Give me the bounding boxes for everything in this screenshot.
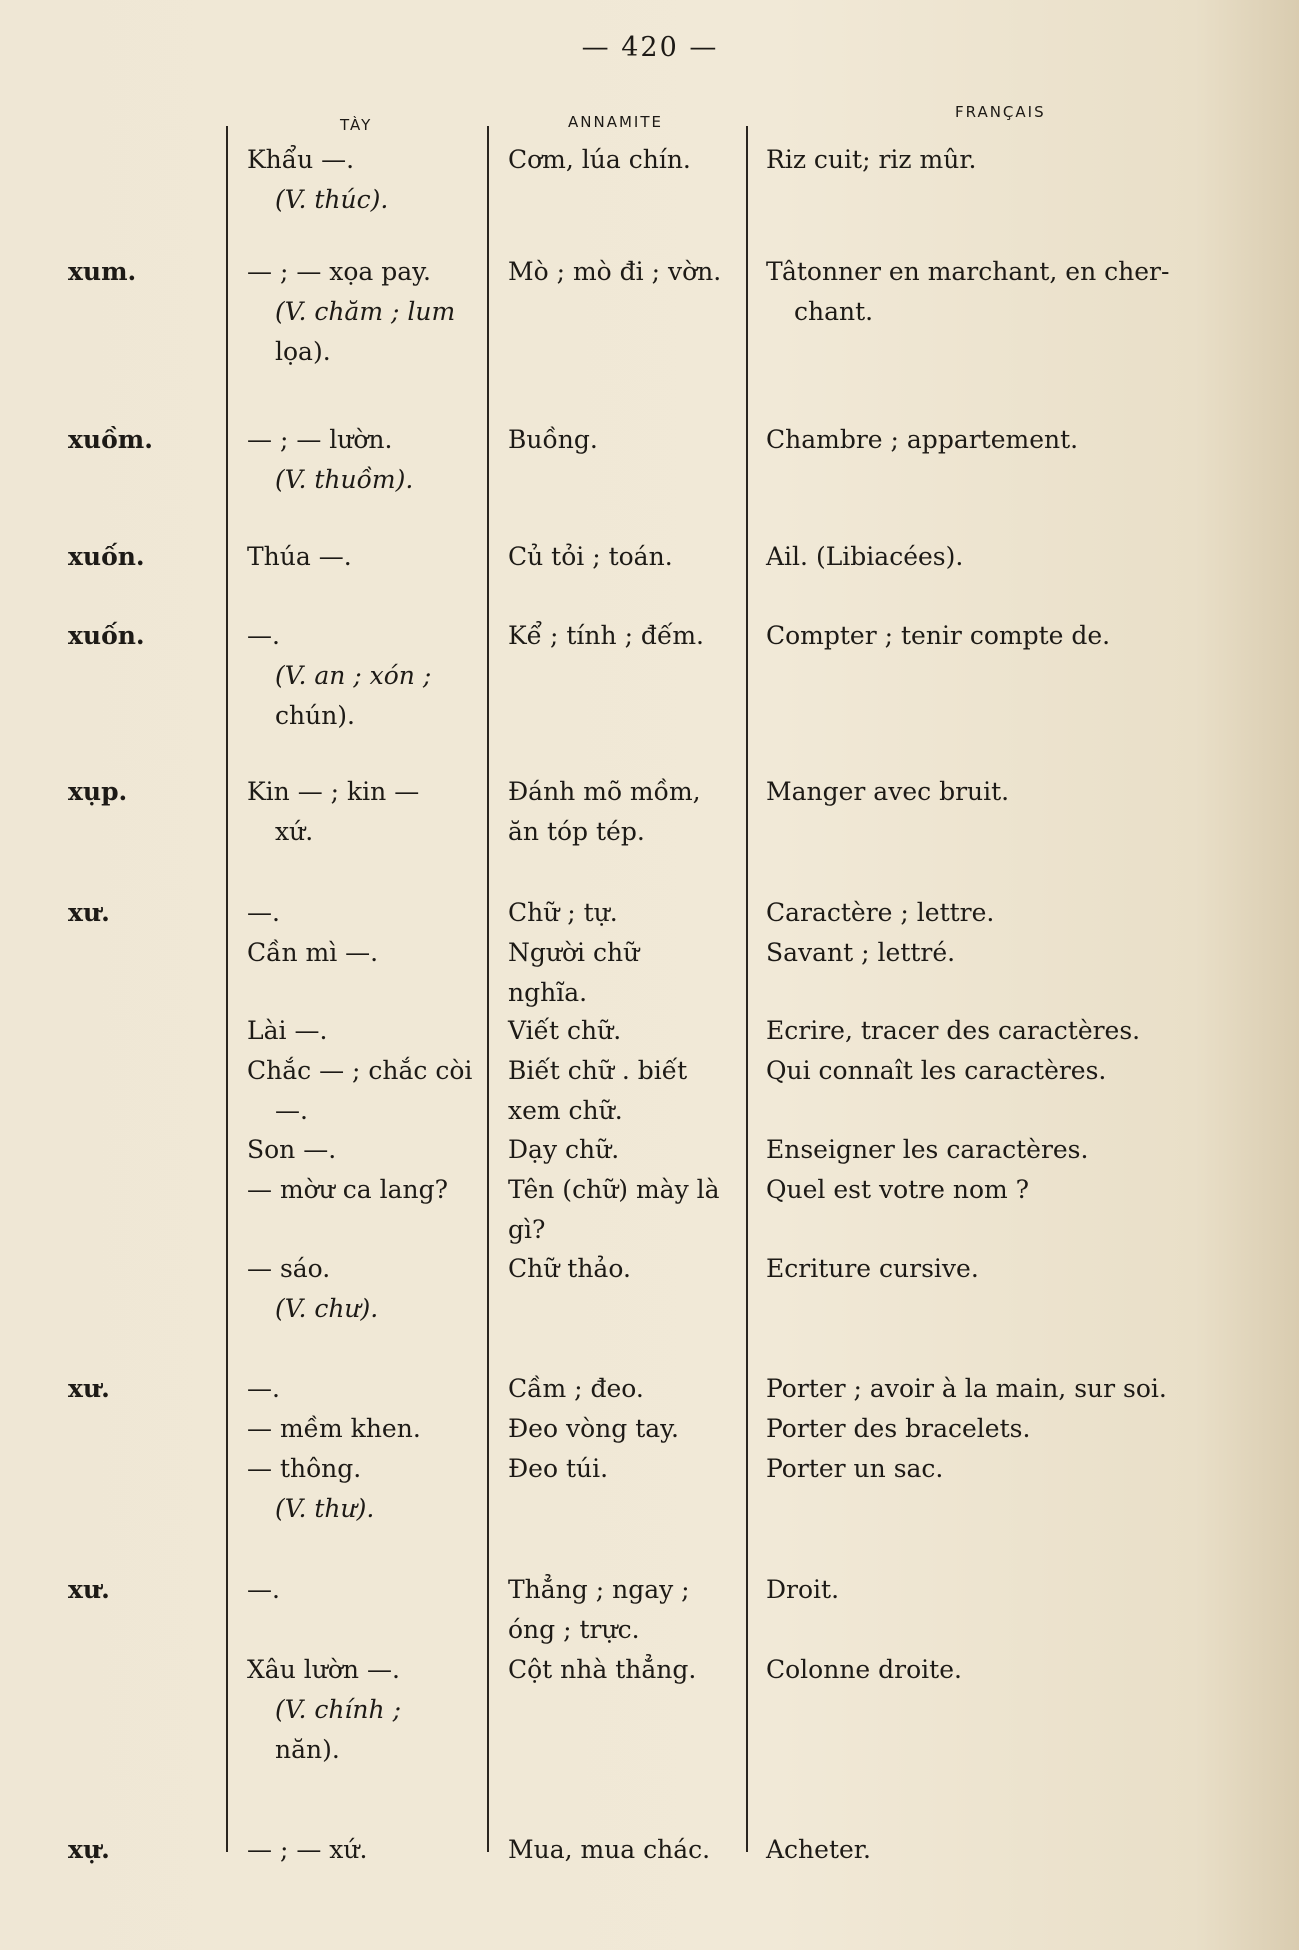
tay-line: năn).: [275, 1735, 340, 1764]
tay-line: — ; — xọa pay.: [247, 257, 431, 286]
tay-line: — ; — lườn.: [247, 425, 393, 454]
fr-line: Colonne droite.: [766, 1655, 962, 1684]
tay-line: chún).: [275, 701, 356, 730]
tay-line: (V. chính ;: [275, 1695, 402, 1724]
ann-line: Dạy chữ.: [508, 1135, 620, 1164]
tay-line: lọa).: [275, 337, 331, 366]
ann-line: nghĩa.: [508, 978, 588, 1007]
headword: xụp.: [68, 777, 128, 806]
fr-line: Droit.: [766, 1575, 840, 1604]
ann-line: Đánh mõ mồm,: [508, 777, 701, 806]
tay-line: Lài —.: [247, 1016, 328, 1045]
ann-line: Củ tỏi ; toán.: [508, 542, 673, 571]
headword: xư.: [68, 1374, 110, 1403]
fr-line: Tâtonner en marchant, en cher-: [766, 257, 1170, 286]
column-rule: [487, 126, 489, 1852]
fr-line: Enseigner les caractères.: [766, 1135, 1089, 1164]
tay-line: (V. chư).: [275, 1294, 379, 1323]
tay-line: — sáo.: [247, 1254, 331, 1283]
ann-line: Đeo túi.: [508, 1454, 609, 1483]
tay-line: Xâu lườn —.: [247, 1655, 400, 1684]
tay-line: (V. thúc).: [275, 185, 389, 214]
ann-line: Buồng.: [508, 425, 598, 454]
tay-line: — mềm khen.: [247, 1414, 421, 1443]
page-number: — 420 —: [581, 32, 719, 63]
column-rule: [226, 126, 228, 1852]
tay-line: Chắc — ; chắc còi: [247, 1056, 473, 1085]
tay-line: xứ.: [275, 817, 314, 846]
ann-line: Biết chữ . biết: [508, 1056, 688, 1085]
fr-line: Compter ; tenir compte de.: [766, 621, 1111, 650]
tay-line: Son —.: [247, 1135, 337, 1164]
ann-line: Đeo vòng tay.: [508, 1414, 679, 1443]
ann-line: xem chữ.: [508, 1096, 623, 1125]
fr-line: Caractère ; lettre.: [766, 898, 995, 927]
tay-line: (V. an ; xón ;: [275, 661, 432, 690]
tay-line: (V. thư).: [275, 1494, 375, 1523]
tay-line: —.: [247, 898, 280, 927]
tay-line: — thông.: [247, 1454, 362, 1483]
tay-line: — mờư ca lang?: [247, 1175, 449, 1204]
tay-line: —.: [247, 1575, 280, 1604]
fr-line: Ail. (Libiacées).: [766, 542, 964, 571]
headword: xuốn.: [68, 542, 145, 571]
fr-line: Riz cuit; riz mûr.: [766, 145, 977, 174]
tay-line: Cần mì —.: [247, 938, 379, 967]
fr-line: Qui connaît les caractères.: [766, 1056, 1107, 1085]
column-header-francais: FRANÇAIS: [955, 103, 1046, 121]
ann-line: óng ; trực.: [508, 1615, 640, 1644]
headword: xuồm.: [68, 425, 153, 454]
ann-line: Mò ; mò đi ; vờn.: [508, 257, 722, 286]
headword: xự.: [68, 1835, 110, 1864]
tay-line: —.: [275, 1096, 308, 1125]
column-rule: [746, 126, 748, 1852]
ann-line: Cơm, lúa chín.: [508, 145, 691, 174]
ann-line: Chữ thảo.: [508, 1254, 631, 1283]
ann-line: ăn tóp tép.: [508, 817, 645, 846]
headword: xuốn.: [68, 621, 145, 650]
ann-line: Thẳng ; ngay ;: [508, 1575, 690, 1604]
ann-line: Cột nhà thẳng.: [508, 1655, 697, 1684]
ann-line: Tên (chữ) mày là: [508, 1175, 720, 1204]
tay-line: Khẩu —.: [247, 145, 355, 174]
fr-line: Porter un sac.: [766, 1454, 944, 1483]
ann-line: gì?: [508, 1215, 546, 1244]
column-header-tay: TÀY: [340, 116, 373, 134]
headword: xum.: [68, 257, 137, 286]
tay-line: Thúa —.: [247, 542, 352, 571]
headword: xư.: [68, 898, 110, 927]
tay-line: (V. chăm ; lum: [275, 297, 456, 326]
fr-line: chant.: [794, 297, 874, 326]
ann-line: Viết chữ.: [508, 1016, 622, 1045]
tay-line: —.: [247, 621, 280, 650]
fr-line: Savant ; lettré.: [766, 938, 956, 967]
fr-line: Manger avec bruit.: [766, 777, 1010, 806]
ann-line: Người chữ: [508, 938, 640, 967]
tay-line: (V. thuồm).: [275, 465, 414, 494]
headword: xư.: [68, 1575, 110, 1604]
fr-line: Chambre ; appartement.: [766, 425, 1079, 454]
fr-line: Acheter.: [766, 1835, 871, 1864]
ann-line: Mua, mua chác.: [508, 1835, 711, 1864]
column-header-annamite: ANNAMITE: [568, 113, 663, 131]
fr-line: Porter des bracelets.: [766, 1414, 1031, 1443]
fr-line: Ecrire, tracer des caractères.: [766, 1016, 1141, 1045]
tay-line: Kin — ; kin —: [247, 777, 420, 806]
fr-line: Porter ; avoir à la main, sur soi.: [766, 1374, 1167, 1403]
tay-line: — ; — xứ.: [247, 1835, 368, 1864]
tay-line: —.: [247, 1374, 280, 1403]
fr-line: Quel est votre nom ?: [766, 1175, 1030, 1204]
ann-line: Kể ; tính ; đếm.: [508, 621, 704, 650]
ann-line: Cầm ; đeo.: [508, 1374, 644, 1403]
ann-line: Chữ ; tự.: [508, 898, 618, 927]
fr-line: Ecriture cursive.: [766, 1254, 979, 1283]
